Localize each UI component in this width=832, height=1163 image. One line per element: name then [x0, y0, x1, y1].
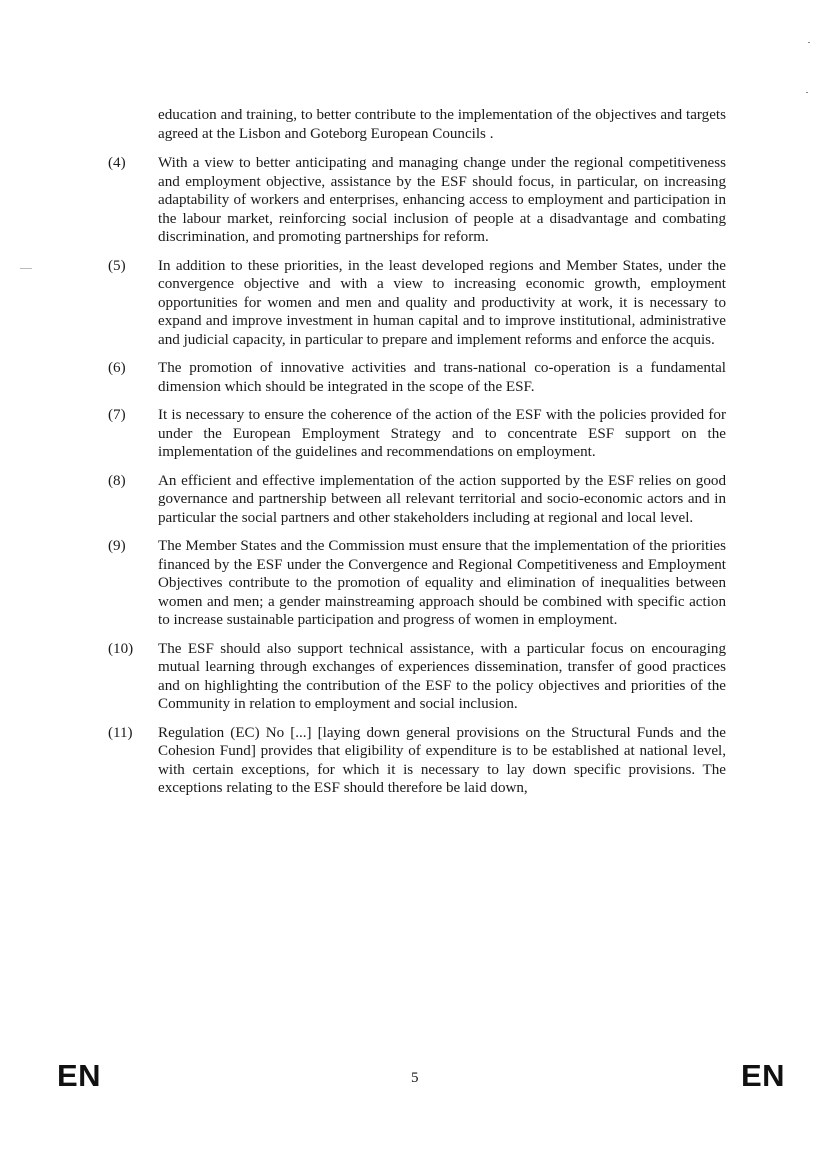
recital-paragraph — [100, 724, 726, 798]
recital-paragraph — [100, 472, 726, 528]
recital-number: (7) — [108, 407, 126, 423]
recital-text: The Member States and the Commission must ensure that the implementation of the priorities financed by the ESF under the Convergence and Regional Competitiveness and Employment Objectives contribute to the promotion of equality and elimination of inequalities between women and men; a gender mainstreaming approach should be combined with specific action to increase sustainable participation and progress of women in employment. — [158, 538, 726, 628]
recital-number: (6) — [108, 360, 126, 376]
recital-paragraph — [100, 154, 726, 247]
document-body — [100, 106, 726, 808]
recital-number: (11) — [108, 724, 133, 741]
footer-language-right: EN — [741, 1058, 786, 1093]
recital-text: The promotion of innovative activities and trans-national co-operation is a fundamental dimension which should be integrated in the scope of the ESF. — [158, 360, 726, 395]
recital-text: It is necessary to ensure the coherence of the action of the ESF with the policies provided for under the European Employment Strategy and to concentrate ESF support on the implementation of the guidelines and recommendations on employment. — [158, 407, 726, 460]
recital-text: In addition to these priorities, in the least developed regions and Member States, under the convergence objective and with a view to increasing economic growth, employment opportunities for women and men and quality and productivity at work, it is necessary to expand and improve investment in human capital and to improve institutional, administrative and judicial capacity, in particular to prepare and implement reforms and enforce the acquis. — [158, 257, 726, 348]
scan-speck — [20, 268, 32, 269]
recital-paragraph — [100, 640, 726, 714]
footer-language-left: EN — [57, 1058, 102, 1093]
scan-speck — [808, 42, 810, 43]
recital-text: An efficient and effective implementation of the action supported by the ESF relies on good governance and partnership between all relevant territorial and socio-economic actors and in particular the social partners and other stakeholders including at regional and local level. — [158, 472, 726, 526]
recital-number: (4) — [108, 155, 126, 171]
intro-paragraph: education and training, to better contribute to the implementation of the objectives and targets agreed at the Lisbon and Goteborg European Councils . — [158, 107, 726, 142]
recital-paragraph — [100, 406, 726, 462]
page-number: 5 — [411, 1070, 419, 1086]
recital-number: (9) — [108, 538, 126, 554]
recital-text: Regulation (EC) No [...] [laying down general provisions on the Structural Funds and the Cohesion Fund] provides that eligibility of expenditure is to be established at national level, with certain exceptions, for which it is necessary to lay down specific provisions. The exceptions relating to the ESF should therefore be laid down, — [158, 724, 726, 796]
recital-paragraph — [100, 359, 726, 396]
recital-text: The ESF should also support technical assistance, with a particular focus on encouraging mutual learning through exchanges of experiences dissemination, transfer of good practices and on highlighting the contribution of the ESF to the policy objectives and priorities of the Community in relation to employment and social inclusion. — [158, 640, 726, 712]
recital-paragraph — [100, 537, 726, 630]
recital-number: (5) — [108, 257, 126, 274]
scan-speck — [806, 92, 808, 93]
recital-number: (10) — [108, 640, 134, 657]
recital-number: (8) — [108, 472, 126, 489]
recital-paragraph — [100, 257, 726, 350]
recital-text: With a view to better anticipating and managing change under the regional competitiveness and employment objective, assistance by the ESF should focus, in particular, on increasing adaptability of workers and enterprises, enhancing access to employment and participation in the labour market, reinforcing social inclusion of people at a disadvantage and combating discrimination, and promoting partnerships for reform. — [158, 155, 726, 245]
